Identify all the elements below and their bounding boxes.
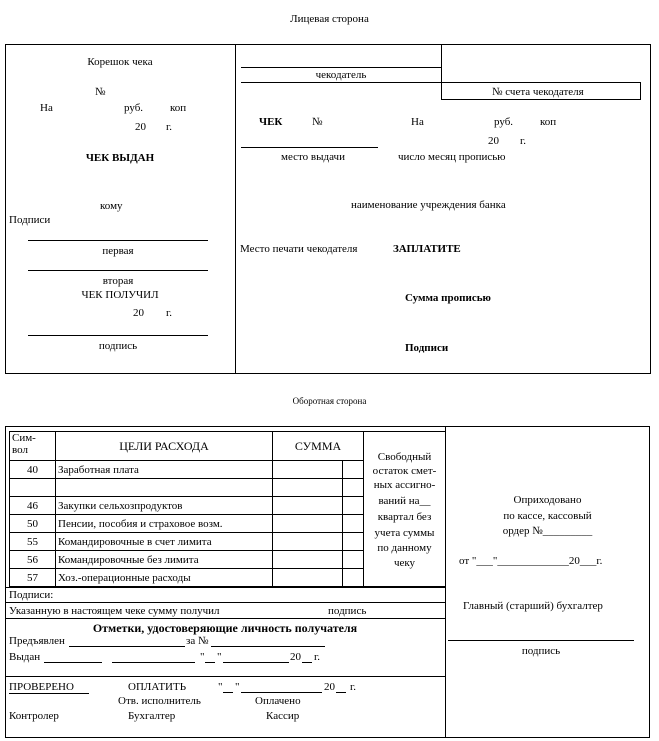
back-signatures: Подписи: [9,589,54,601]
row-amount[interactable] [273,497,343,515]
received-line: Указанную в настоящем чеке сумму получил [9,605,220,617]
pay-label: ЗАПЛАТИТЕ [393,243,461,255]
row-code: 46 [10,497,56,515]
row-amount-kop[interactable] [343,533,364,551]
table-row [10,551,364,569]
stub-signatures: Подписи [9,214,51,226]
row-code: 56 [10,551,56,569]
row-amount[interactable] [273,479,343,497]
cheque-na: На [411,116,424,128]
received-line-rule [5,618,445,619]
account-line [441,82,641,83]
table-row [10,461,364,479]
stub-year-g: г. [166,121,173,133]
stub-issued: ЧЕК ВЫДАН [85,152,155,164]
row-purpose: Хоз.-операционные расходы [56,569,273,587]
col-symbol-line1: Сим- [12,432,36,444]
row-amount-kop[interactable] [343,569,364,587]
cheque-kop: коп [540,116,557,128]
account-no-label: № счета чекодателя [492,86,584,98]
cheque-rub: руб. [494,116,514,128]
issued-line-2 [112,662,195,663]
row-code [10,479,56,497]
stub-year2-20: 20 [133,307,144,319]
row-purpose: Пенсии, пособия и страховое возм. [56,515,273,533]
controller-label: Контролер [9,710,59,722]
chief-signature: подпись [521,645,561,657]
free-balance-line: ваний на__ [378,495,431,507]
to-pay-label: ОПЛАТИТЬ [128,681,187,693]
id-marks: Отметки, удостоверяющие личность получателя [92,621,358,635]
table-row [10,497,364,515]
row-amount[interactable] [273,551,343,569]
stub-year2-g: г. [166,307,173,319]
issued-month-line [223,662,289,663]
free-balance-line: учета суммы [374,527,435,539]
cheque-year-20: 20 [488,135,499,147]
signatures-top-line [5,587,445,588]
table-row [10,479,364,497]
stub-signature: подпись [98,340,138,352]
credited-from: от "___"_____________20___г. [459,555,603,567]
stub-rub: руб. [124,102,144,114]
free-balance-line: квартал без [377,511,432,523]
drawer-line [241,67,441,68]
cheque-signatures: Подписи [405,342,449,354]
stub-number-sign: № [95,86,106,98]
pay-year-g: г. [350,681,357,693]
pay-day-line [223,692,233,693]
row-purpose: Закупки сельхозпродуктов [56,497,273,515]
accountant-label: Бухгалтер [128,710,176,722]
drawer-line-2 [241,82,441,83]
row-code: 55 [10,533,56,551]
signatures-bottom-line [5,602,445,603]
row-amount[interactable] [273,569,343,587]
row-code: 57 [10,569,56,587]
back-signature: подпись [328,605,367,617]
back-divider [445,426,446,738]
cheque-year-g: г. [520,135,527,147]
row-code: 50 [10,515,56,533]
row-purpose [56,479,273,497]
bank-name: наименование учреждения банка [351,199,506,211]
seal-place: Место печати чекодателя [240,243,358,255]
row-code: 40 [10,461,56,479]
account-under [441,99,641,100]
credited-line3: ордер №_________ [502,525,593,537]
row-amount-kop[interactable] [343,515,364,533]
stub-year-20: 20 [135,121,146,133]
account-right-bar [640,82,641,99]
table-row [10,515,364,533]
issued-year-20: 20 [290,651,301,663]
row-amount[interactable] [273,533,343,551]
paid-label: Оплачено [255,695,301,707]
pay-month-line [241,692,322,693]
table-row [10,569,364,587]
stub-second-line [28,270,208,271]
pay-quote-open: " [218,681,223,693]
credited-line1: Оприходовано [513,494,582,506]
stub-signature-line [28,335,208,336]
stub-na: На [40,102,53,114]
row-amount-kop[interactable] [343,479,364,497]
front-side-title: Лицевая сторона [290,13,369,25]
amount-words: Сумма прописью [405,292,491,304]
row-purpose: Командировочные в счет лимита [56,533,273,551]
stub-second: вторая [102,275,134,287]
drawer-label: чекодатель [315,69,367,81]
chief-accountant: Главный (старший) бухгалтер [463,600,603,612]
table-row [10,533,364,551]
issued-line-1 [44,662,102,663]
issued-quote-close: " [217,651,222,663]
expense-table-header [10,432,364,461]
issued-year-g: г. [314,651,321,663]
free-balance-line: чеку [393,557,416,569]
free-balance-line: по данному [377,542,432,554]
stub-title: Корешок чека [87,56,153,68]
chief-signature-line [448,640,634,641]
stub-kop: коп [170,102,187,114]
pay-year-line [336,692,346,693]
free-balance-line: остаток смет- [372,465,437,477]
pay-top-line [5,676,445,677]
date-words: число месяц прописью [398,151,506,163]
row-amount[interactable] [273,515,343,533]
credited-line2: по кассе, кассовый [503,510,592,522]
back-side-title: Оборотная сторона [292,396,367,406]
checked-label: ПРОВЕРЕНО [9,681,74,693]
pay-quote-close: " [235,681,240,693]
cheque-number-sign: № [312,116,323,128]
executor-label: Отв. исполнитель [118,695,201,707]
issued-quote-open: " [200,651,205,663]
place-of-issue-line [241,147,378,148]
col-symbol-line2: вол [12,444,28,456]
row-amount-kop[interactable] [343,461,364,479]
row-amount-kop[interactable] [343,551,364,569]
presented-line [69,646,185,647]
issued-day-line [205,662,215,663]
cashier-label: Кассир [266,710,300,722]
cheque-label: ЧЕК [259,116,283,128]
row-amount-kop[interactable] [343,497,364,515]
stub-first: первая [102,245,134,257]
presented-label: Предъявлен [9,635,65,647]
stub-to-whom: кому [100,200,123,212]
for-no-label: за № [186,635,209,647]
row-purpose: Командировочные без лимита [56,551,273,569]
front-divider [235,44,236,374]
col-symbol [10,432,56,461]
col-purpose: ЦЕЛИ РАСХОДА [56,432,273,461]
place-of-issue: место выдачи [281,151,345,163]
stub-received: ЧЕК ПОЛУЧИЛ [81,289,159,301]
col-amount: СУММА [273,432,364,461]
issued-label: Выдан [9,651,41,663]
expense-table [9,431,364,587]
row-amount[interactable] [273,461,343,479]
checked-line [9,693,89,694]
free-balance-line: ных ассигно- [373,479,436,491]
stub-first-line [28,240,208,241]
account-divider [441,44,442,99]
free-balance-line: Свободный [377,451,432,463]
pay-year-20: 20 [324,681,335,693]
row-purpose: Заработная плата [56,461,273,479]
for-no-line [211,646,325,647]
issued-year-line [302,662,312,663]
